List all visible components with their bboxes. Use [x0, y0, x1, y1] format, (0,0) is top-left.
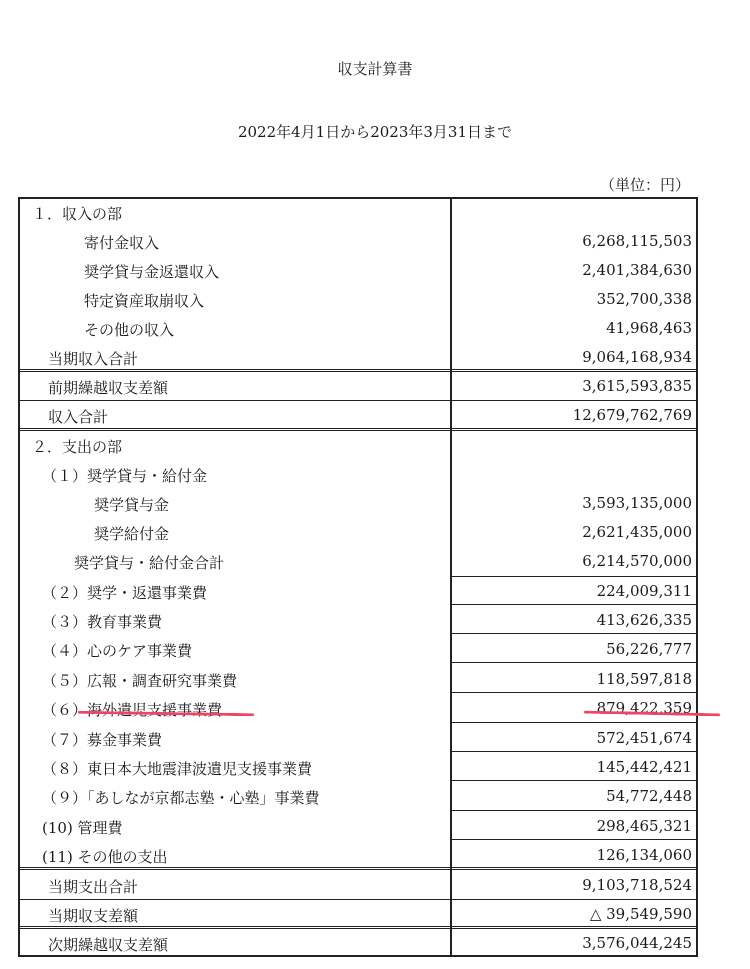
table-row [18, 576, 698, 605]
table-row [18, 752, 698, 781]
table-row [18, 342, 698, 371]
table-row [18, 313, 698, 342]
row-label: 収入合計 [48, 408, 109, 426]
table-row [18, 928, 698, 957]
table-row [18, 811, 698, 840]
table-row [18, 430, 698, 459]
row-amount: 298,465,321 [596, 817, 692, 835]
row-amount: 3,576,044,245 [582, 934, 692, 952]
row-label: (11) その他の支出 [42, 848, 168, 866]
table-row [18, 664, 698, 693]
table-row [18, 781, 698, 810]
row-label: その他の収入 [84, 321, 175, 339]
row-label: 次期繰越収支差額 [48, 936, 169, 954]
table-row [18, 517, 698, 546]
row-amount: 572,451,674 [596, 729, 692, 747]
table-row [18, 870, 698, 899]
row-label: （５）広報・調査研究事業費 [42, 672, 238, 690]
row-amount: 3,593,135,000 [582, 494, 692, 512]
table-row [18, 371, 698, 400]
table-row [18, 605, 698, 634]
row-label: 奨学貸与金 [94, 496, 170, 514]
row-label: (10) 管理費 [42, 819, 123, 837]
row-amount: 126,134,060 [596, 846, 692, 864]
row-amount: 9,064,168,934 [582, 348, 692, 366]
table-row [18, 197, 698, 226]
row-amount: 145,442,421 [596, 758, 692, 776]
row-amount: 56,226,777 [606, 640, 692, 658]
table-row [18, 284, 698, 313]
unit-label: （単位：円） [600, 176, 691, 194]
table-row [18, 400, 698, 429]
row-label: 寄付金収入 [84, 234, 160, 252]
table-row [18, 488, 698, 517]
row-label: （４）心のケア事業費 [42, 642, 193, 660]
row-amount: 54,772,448 [606, 787, 692, 805]
document-title: 収支計算書 [337, 60, 413, 78]
table-row [18, 634, 698, 663]
row-label: 特定資産取崩収入 [84, 292, 205, 310]
row-amount: 413,626,335 [596, 611, 692, 629]
row-amount: 2,621,435,000 [582, 523, 692, 541]
row-label: 前期繰越収支差額 [48, 379, 169, 397]
table-row [18, 840, 698, 869]
row-label: 当期収支差額 [48, 907, 139, 925]
row-label: 奨学給付金 [94, 525, 170, 543]
row-label: ２．支出の部 [32, 438, 123, 456]
row-label: （１）奨学貸与・給付金 [42, 467, 208, 485]
row-label: （３）教育事業費 [42, 613, 163, 631]
row-amount: 3,615,593,835 [582, 377, 692, 395]
table-row [18, 546, 698, 575]
row-label: （８）東日本大地震津波遺児支援事業費 [42, 760, 313, 778]
row-label: 奨学貸与金返還収入 [84, 263, 220, 281]
table-row [18, 723, 698, 752]
row-amount: 224,009,311 [596, 582, 692, 600]
table-row [18, 226, 698, 255]
row-label: 奨学貸与・給付金合計 [74, 554, 225, 572]
row-label: 当期収入合計 [48, 350, 139, 368]
row-amount: 2,401,384,630 [582, 261, 692, 279]
row-label: １．収入の部 [32, 205, 123, 223]
row-amount: 6,268,115,503 [582, 232, 692, 250]
row-amount: 12,679,762,769 [572, 406, 692, 424]
row-amount: △ 39,549,590 [589, 905, 692, 923]
row-amount: 352,700,338 [596, 290, 692, 308]
row-label: （２）奨学・返還事業費 [42, 584, 208, 602]
row-amount: 41,968,463 [606, 319, 692, 337]
row-amount: 9,103,718,524 [582, 876, 692, 894]
row-label: 当期支出合計 [48, 878, 139, 896]
row-amount: 6,214,570,000 [582, 552, 692, 570]
row-amount: 118,597,818 [596, 670, 692, 688]
period-text: 2022年4月1日から2023年3月31日まで [237, 123, 513, 141]
row-label: （６）海外遺児支援事業費 [42, 701, 223, 719]
row-label: （９）「あしなが京都志塾・心塾」事業費 [42, 789, 320, 807]
table-row [18, 899, 698, 928]
table-row [18, 693, 698, 722]
row-amount: 879,422,359 [596, 699, 692, 717]
table-row [18, 459, 698, 488]
table-row [18, 255, 698, 284]
row-label: （７）募金事業費 [42, 731, 163, 749]
